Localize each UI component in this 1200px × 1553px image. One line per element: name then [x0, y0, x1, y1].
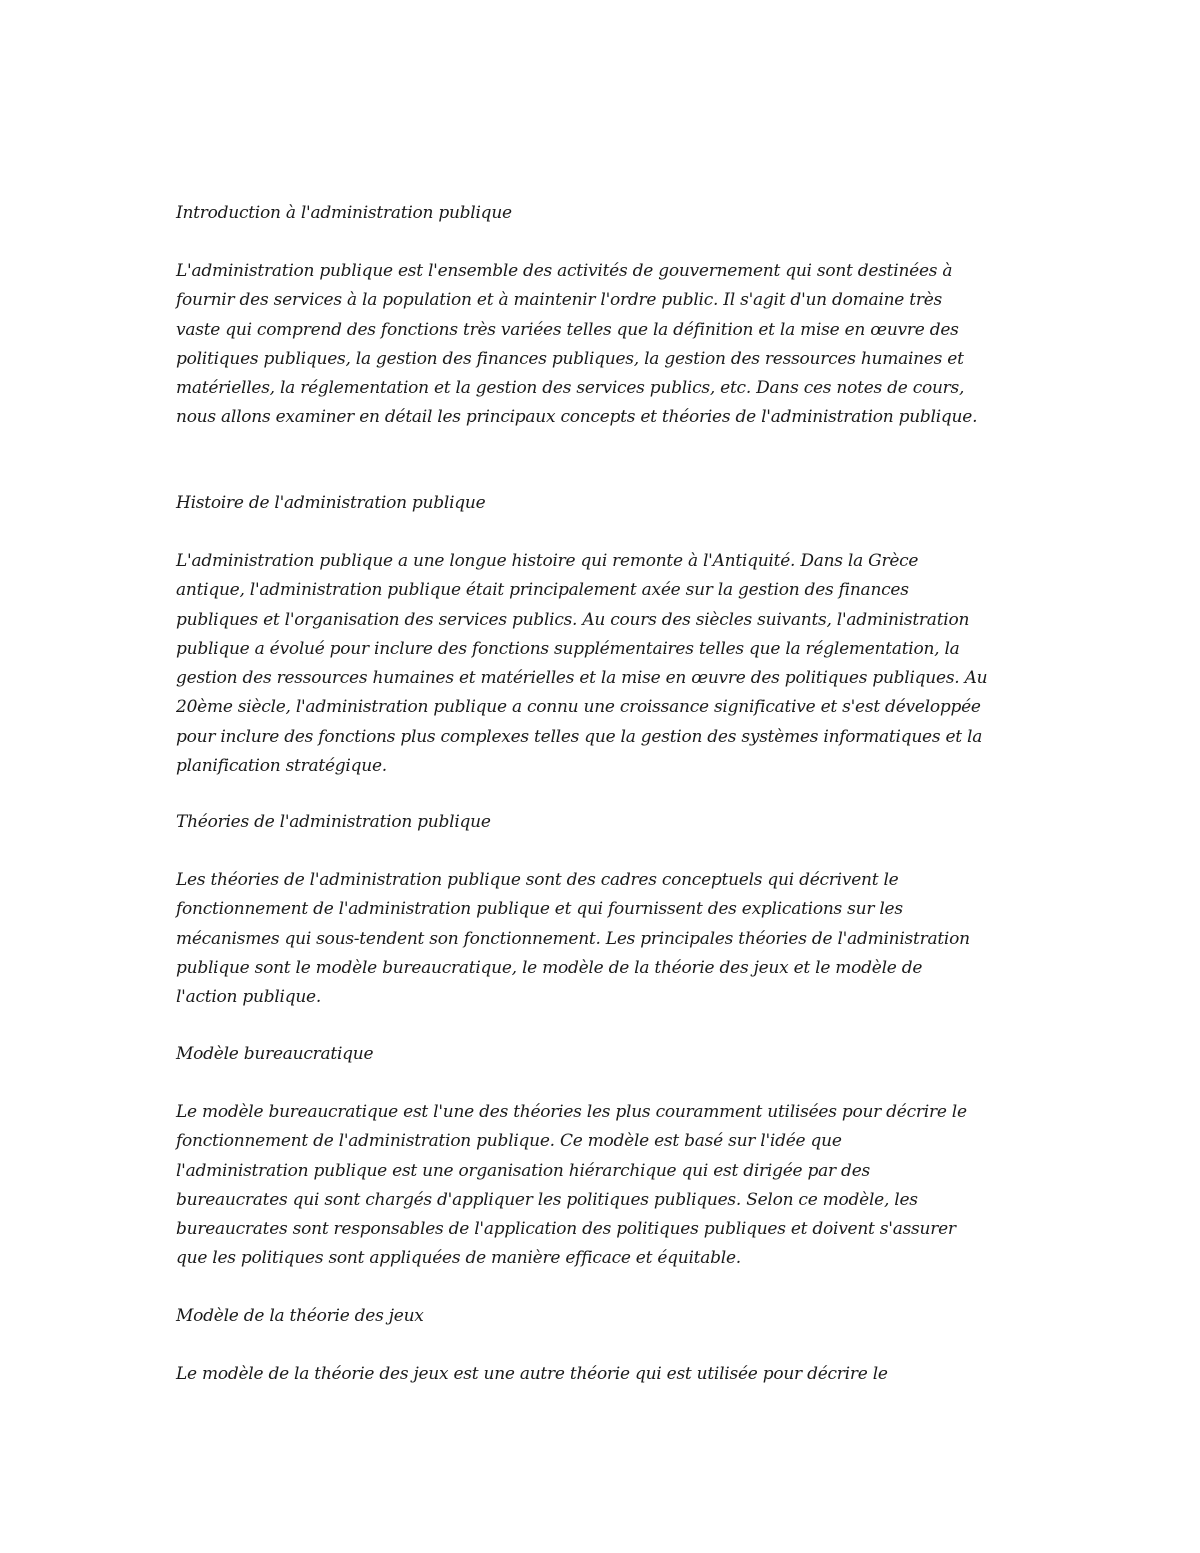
paragraph-line: l'action publique.	[176, 987, 322, 1008]
section-heading-theorie-des-jeux	[176, 1302, 1046, 1331]
section-heading-introduction	[176, 199, 1046, 228]
heading-text: Modèle bureaucratique	[176, 1044, 374, 1064]
section-heading-theories	[176, 808, 1046, 837]
paragraph-line: gestion des ressources humaines et matérielles et la mise en œuvre des politiques publiques. Au	[176, 668, 988, 689]
paragraph-line: fonctionnement de l'administration publique. Ce modèle est basé sur l'idée que	[176, 1131, 842, 1152]
paragraph-bureaucratique	[176, 1098, 1046, 1274]
paragraph-line: publique a évolué pour inclure des fonctions supplémentaires telles que la réglementation, la	[176, 638, 960, 659]
paragraph-line: 20ème siècle, l'administration publique a connu une croissance significative et s'est développée	[176, 697, 981, 718]
paragraph-line: l'administration publique est une organisation hiérarchique qui est dirigée par des	[176, 1160, 870, 1181]
paragraph-line: nous allons examiner en détail les principaux concepts et théories de l'administration publique.	[176, 407, 978, 428]
paragraph-line: matérielles, la réglementation et la gestion des services publics, etc. Dans ces notes de cours,	[176, 378, 965, 399]
paragraph-histoire	[176, 547, 1046, 781]
paragraph-line: politiques publiques, la gestion des finances publiques, la gestion des ressources humaines et	[176, 348, 964, 369]
paragraph-line: publiques et l'organisation des services publics. Au cours des siècles suivants, l'administration	[176, 609, 970, 630]
heading-text: Histoire de l'administration publique	[176, 493, 486, 513]
paragraph-line: fonctionnement de l'administration publique et qui fournissent des explications sur les	[176, 899, 903, 920]
paragraph-line: Les théories de l'administration publique sont des cadres conceptuels qui décrivent le	[176, 870, 899, 890]
paragraph-line: L'administration publique est l'ensemble des activités de gouvernement qui sont destinées à	[176, 261, 953, 281]
paragraph-line: pour inclure des fonctions plus complexes telles que la gestion des systèmes informatiques et la	[176, 726, 983, 747]
heading-text: Théories de l'administration publique	[176, 812, 491, 832]
paragraph-line: Le modèle de la théorie des jeux est une autre théorie qui est utilisée pour décrire le	[176, 1364, 888, 1384]
paragraph-line: fournir des services à la population et à maintenir l'ordre public. Il s'agit d'un domaine très	[176, 290, 943, 311]
paragraph-line: publique sont le modèle bureaucratique, le modèle de la théorie des jeux et le modèle de	[176, 957, 923, 978]
paragraph-line: vaste qui comprend des fonctions très variées telles que la définition et la mise en œuvre des	[176, 319, 959, 340]
paragraph-theories	[176, 866, 1046, 1012]
paragraph-line: antique, l'administration publique était principalement axée sur la gestion des finances	[176, 580, 909, 601]
paragraph-line: que les politiques sont appliquées de manière efficace et équitable.	[176, 1248, 741, 1269]
paragraph-line: planification stratégique.	[176, 756, 387, 777]
paragraph-line: mécanismes qui sous-tendent son fonctionnement. Les principales théories de l'administration	[176, 928, 970, 949]
paragraph-line: bureaucrates qui sont chargés d'appliquer les politiques publiques. Selon ce modèle, les	[176, 1189, 918, 1210]
paragraph-theorie-des-jeux	[176, 1360, 1046, 1389]
paragraph-line: Le modèle bureaucratique est l'une des théories les plus couramment utilisées pour décrire le	[176, 1102, 967, 1122]
heading-text: Modèle de la théorie des jeux	[176, 1306, 424, 1326]
heading-text: Introduction à l'administration publique	[176, 203, 512, 223]
paragraph-line: bureaucrates sont responsables de l'application des politiques publiques et doivent s'assurer	[176, 1219, 956, 1240]
section-heading-histoire	[176, 489, 1046, 518]
paragraph-line: L'administration publique a une longue histoire qui remonte à l'Antiquité. Dans la Grèce	[176, 551, 919, 571]
section-heading-bureaucratique	[176, 1040, 1046, 1069]
paragraph-introduction	[176, 257, 1046, 433]
